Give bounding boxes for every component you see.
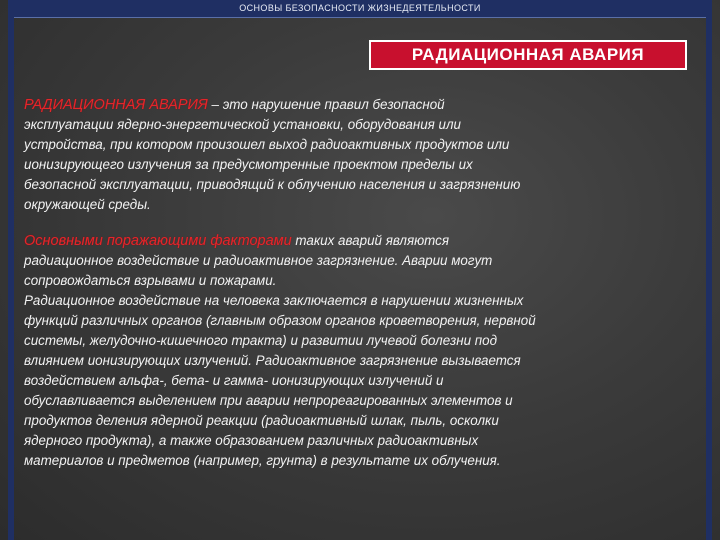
text-line: радиационное воздействие и радиоактивное загрязнение. Аварии могут <box>24 253 493 268</box>
text-line: влиянием ионизирующих излучений. Радиоактивное загрязнение вызывается <box>24 353 521 368</box>
text-line: продуктов деления ядерной реакции (радиоактивный шлак, пыль, осколки <box>24 413 499 428</box>
header-bar <box>8 0 712 18</box>
text-line <box>24 231 696 251</box>
text-line: сопровождаться взрывами и пожарами. <box>24 273 277 288</box>
text-line: системы, желудочно-кишечного тракта) и развитии лучевой болезни под <box>24 333 497 348</box>
slide-title: РАДИАЦИОННАЯ АВАРИЯ <box>411 45 645 64</box>
text-line: материалов и предметов (например, грунта) в результате их облучения. <box>24 453 501 468</box>
term-highlight: Основными поражающими факторами <box>24 233 292 249</box>
text-fragment: таких аварий являются <box>291 233 450 248</box>
text-line: окружающей среды. <box>24 197 151 212</box>
text-line: безопасной эксплуатации, приводящий к облучению населения и загрязнению <box>24 177 521 192</box>
slide-content <box>24 95 696 487</box>
text-line: эксплуатации ядерно-энергетической установки, оборудования или <box>24 117 461 132</box>
text-line: функций различных органов (главным образом органов кроветворения, нервной <box>24 313 536 328</box>
left-border <box>8 17 14 540</box>
paragraph-definition <box>24 95 696 215</box>
right-border <box>706 17 712 540</box>
text-line: обуславливается выделением при аварии непрореагированных элементов и <box>24 393 513 408</box>
term-highlight: РАДИАЦИОННАЯ АВАРИЯ <box>24 97 208 113</box>
header-title: ОСНОВЫ БЕЗОПАСНОСТИ ЖИЗНЕДЕЯТЕЛЬНОСТИ <box>239 3 481 13</box>
text-line: устройства, при котором произошел выход радиоактивных продуктов или <box>24 137 510 152</box>
slide-title-box <box>369 40 687 70</box>
text-line: ядерного продукта), а также образованием различных радиоактивных <box>24 433 479 448</box>
text-line: Радиационное воздействие на человека заключается в нарушении жизненных <box>24 293 524 308</box>
text-line: ионизирующего излучения за предусмотренные проектом пределы их <box>24 157 473 172</box>
text-line <box>24 95 696 115</box>
text-fragment: – это нарушение правил безопасной <box>207 97 445 112</box>
paragraph-factors <box>24 231 696 471</box>
text-line: воздействием альфа-, бета- и гамма- ионизирующих излучений и <box>24 373 444 388</box>
